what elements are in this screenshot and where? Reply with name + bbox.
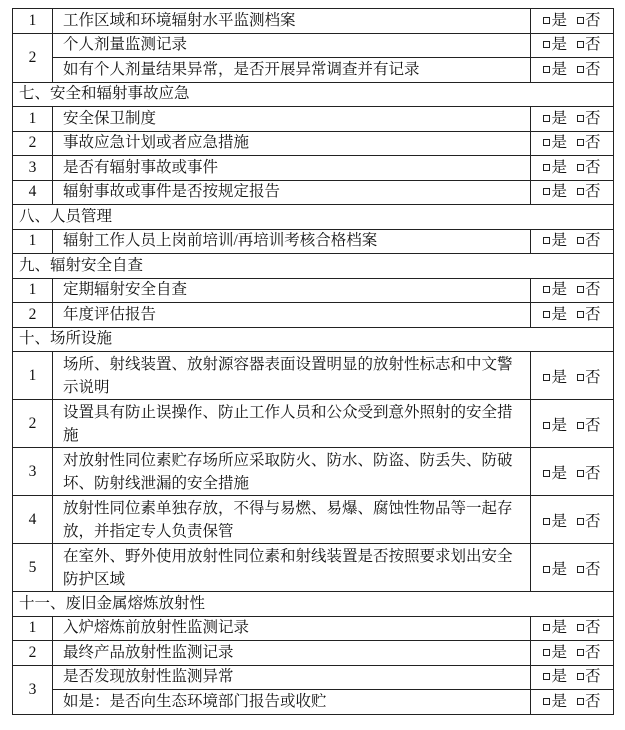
item-description: 场所、射线装置、放射源容器表面设置明显的放射性标志和中文警示说明 <box>53 352 531 400</box>
no-label: 否 <box>585 643 601 661</box>
yes-checkbox-icon[interactable] <box>543 673 550 680</box>
yes-label: 是 <box>551 512 567 530</box>
table-row <box>13 400 614 448</box>
section-title: 八、人员管理 <box>13 205 614 230</box>
no-label: 否 <box>585 692 601 710</box>
no-checkbox-icon[interactable] <box>577 470 584 477</box>
yes-no-choice <box>531 278 614 303</box>
no-checkbox-icon[interactable] <box>577 188 584 195</box>
table-row <box>13 58 614 83</box>
yes-label: 是 <box>551 281 567 299</box>
item-description: 最终产品放射性监测记录 <box>53 641 531 666</box>
checklist-body <box>13 9 614 715</box>
yes-label: 是 <box>551 643 567 661</box>
yes-checkbox-icon[interactable] <box>543 237 550 244</box>
item-number: 2 <box>13 641 53 666</box>
table-row <box>13 156 614 181</box>
table-row <box>13 544 614 592</box>
yes-checkbox-icon[interactable] <box>543 422 550 429</box>
no-checkbox-icon[interactable] <box>577 673 584 680</box>
yes-no-choice <box>531 107 614 132</box>
no-checkbox-icon[interactable] <box>577 374 584 381</box>
yes-label: 是 <box>551 305 567 323</box>
item-number: 1 <box>13 229 53 254</box>
no-label: 否 <box>585 36 601 54</box>
no-label: 否 <box>585 305 601 323</box>
no-label: 否 <box>585 109 601 127</box>
item-description: 入炉熔炼前放射性监测记录 <box>53 616 531 641</box>
yes-label: 是 <box>551 183 567 201</box>
yes-no-choice <box>531 544 614 592</box>
item-number: 1 <box>13 616 53 641</box>
table-row <box>13 496 614 544</box>
yes-no-choice <box>531 400 614 448</box>
yes-checkbox-icon[interactable] <box>543 41 550 48</box>
no-checkbox-icon[interactable] <box>577 649 584 656</box>
table-row <box>13 352 614 400</box>
yes-checkbox-icon[interactable] <box>543 311 550 318</box>
yes-checkbox-icon[interactable] <box>543 139 550 146</box>
item-description: 个人剂量监测记录 <box>53 33 531 58</box>
table-row <box>13 278 614 303</box>
table-row <box>13 33 614 58</box>
yes-label: 是 <box>551 36 567 54</box>
yes-label: 是 <box>551 134 567 152</box>
table-row <box>13 107 614 132</box>
item-number: 5 <box>13 544 53 592</box>
yes-label: 是 <box>551 560 567 578</box>
yes-no-choice <box>531 229 614 254</box>
table-row <box>13 690 614 715</box>
yes-no-choice <box>531 9 614 34</box>
yes-label: 是 <box>551 668 567 686</box>
no-checkbox-icon[interactable] <box>577 311 584 318</box>
no-label: 否 <box>585 464 601 482</box>
yes-label: 是 <box>551 109 567 127</box>
yes-checkbox-icon[interactable] <box>543 624 550 631</box>
no-label: 否 <box>585 60 601 78</box>
no-checkbox-icon[interactable] <box>577 566 584 573</box>
section-header-row <box>13 254 614 279</box>
item-number: 2 <box>13 400 53 448</box>
yes-no-choice <box>531 156 614 181</box>
item-description: 是否有辐射事故或事件 <box>53 156 531 181</box>
yes-no-choice <box>531 303 614 328</box>
yes-label: 是 <box>551 368 567 386</box>
no-checkbox-icon[interactable] <box>577 66 584 73</box>
table-row <box>13 229 614 254</box>
yes-checkbox-icon[interactable] <box>543 188 550 195</box>
no-label: 否 <box>585 158 601 176</box>
item-number: 3 <box>13 665 53 714</box>
yes-checkbox-icon[interactable] <box>543 518 550 525</box>
item-description: 是否发现放射性监测异常 <box>53 665 531 690</box>
yes-label: 是 <box>551 11 567 29</box>
no-checkbox-icon[interactable] <box>577 286 584 293</box>
item-description: 年度评估报告 <box>53 303 531 328</box>
item-number: 1 <box>13 352 53 400</box>
item-description: 事故应急计划或者应急措施 <box>53 131 531 156</box>
item-number: 3 <box>13 448 53 496</box>
item-description: 放射性同位素单独存放，不得与易燃、易爆、腐蚀性物品等一起存放，并指定专人负责保管 <box>53 496 531 544</box>
table-row <box>13 9 614 34</box>
no-checkbox-icon[interactable] <box>577 17 584 24</box>
no-label: 否 <box>585 668 601 686</box>
section-header-row <box>13 205 614 230</box>
no-checkbox-icon[interactable] <box>577 164 584 171</box>
no-label: 否 <box>585 368 601 386</box>
item-description: 设置具有防止误操作、防止工作人员和公众受到意外照射的安全措施 <box>53 400 531 448</box>
yes-checkbox-icon[interactable] <box>543 566 550 573</box>
item-number: 3 <box>13 156 53 181</box>
table-row <box>13 448 614 496</box>
yes-checkbox-icon[interactable] <box>543 698 550 705</box>
section-title: 十一、废旧金属熔炼放射性 <box>13 592 614 617</box>
item-number: 1 <box>13 278 53 303</box>
item-number: 4 <box>13 496 53 544</box>
no-label: 否 <box>585 281 601 299</box>
no-label: 否 <box>585 232 601 250</box>
no-label: 否 <box>585 560 601 578</box>
no-checkbox-icon[interactable] <box>577 115 584 122</box>
item-description: 辐射事故或事件是否按规定报告 <box>53 180 531 205</box>
item-number: 2 <box>13 33 53 82</box>
section-title: 十、场所设施 <box>13 327 614 352</box>
item-description: 工作区域和环境辐射水平监测档案 <box>53 9 531 34</box>
yes-no-choice <box>531 665 614 690</box>
item-number: 1 <box>13 9 53 34</box>
yes-checkbox-icon[interactable] <box>543 115 550 122</box>
no-label: 否 <box>585 11 601 29</box>
item-number: 1 <box>13 107 53 132</box>
no-checkbox-icon[interactable] <box>577 422 584 429</box>
item-description: 如有个人剂量结果异常，是否开展异常调查并有记录 <box>53 58 531 83</box>
yes-checkbox-icon[interactable] <box>543 164 550 171</box>
section-header-row <box>13 82 614 107</box>
yes-checkbox-icon[interactable] <box>543 470 550 477</box>
inspection-checklist-table <box>12 8 614 715</box>
no-label: 否 <box>585 512 601 530</box>
item-description: 如是：是否向生态环境部门报告或收贮 <box>53 690 531 715</box>
yes-label: 是 <box>551 619 567 637</box>
no-label: 否 <box>585 416 601 434</box>
no-checkbox-icon[interactable] <box>577 237 584 244</box>
item-number: 4 <box>13 180 53 205</box>
item-number: 2 <box>13 303 53 328</box>
item-description: 辐射工作人员上岗前培训/再培训考核合格档案 <box>53 229 531 254</box>
section-header-row <box>13 592 614 617</box>
yes-no-choice <box>531 131 614 156</box>
yes-no-choice <box>531 448 614 496</box>
yes-label: 是 <box>551 416 567 434</box>
section-header-row <box>13 327 614 352</box>
no-checkbox-icon[interactable] <box>577 698 584 705</box>
item-description: 对放射性同位素贮存场所应采取防火、防水、防盗、防丢失、防破坏、防射线泄漏的安全措施 <box>53 448 531 496</box>
yes-no-choice <box>531 33 614 58</box>
section-title: 九、辐射安全自查 <box>13 254 614 279</box>
yes-no-choice <box>531 641 614 666</box>
item-description: 在室外、野外使用放射性同位素和射线装置是否按照要求划出安全防护区域 <box>53 544 531 592</box>
table-row <box>13 616 614 641</box>
no-label: 否 <box>585 183 601 201</box>
yes-checkbox-icon[interactable] <box>543 649 550 656</box>
table-row <box>13 131 614 156</box>
item-number: 2 <box>13 131 53 156</box>
no-checkbox-icon[interactable] <box>577 41 584 48</box>
yes-no-choice <box>531 496 614 544</box>
no-label: 否 <box>585 619 601 637</box>
yes-no-choice <box>531 58 614 83</box>
yes-label: 是 <box>551 158 567 176</box>
table-row <box>13 665 614 690</box>
yes-label: 是 <box>551 464 567 482</box>
yes-checkbox-icon[interactable] <box>543 374 550 381</box>
yes-no-choice <box>531 690 614 715</box>
yes-label: 是 <box>551 692 567 710</box>
item-description: 定期辐射安全自查 <box>53 278 531 303</box>
no-checkbox-icon[interactable] <box>577 624 584 631</box>
yes-label: 是 <box>551 232 567 250</box>
yes-checkbox-icon[interactable] <box>543 66 550 73</box>
no-label: 否 <box>585 134 601 152</box>
table-row <box>13 303 614 328</box>
yes-checkbox-icon[interactable] <box>543 17 550 24</box>
yes-no-choice <box>531 616 614 641</box>
yes-label: 是 <box>551 60 567 78</box>
no-checkbox-icon[interactable] <box>577 139 584 146</box>
no-checkbox-icon[interactable] <box>577 518 584 525</box>
item-description: 安全保卫制度 <box>53 107 531 132</box>
yes-no-choice <box>531 180 614 205</box>
section-title: 七、安全和辐射事故应急 <box>13 82 614 107</box>
yes-checkbox-icon[interactable] <box>543 286 550 293</box>
table-row <box>13 641 614 666</box>
yes-no-choice <box>531 352 614 400</box>
table-row <box>13 180 614 205</box>
